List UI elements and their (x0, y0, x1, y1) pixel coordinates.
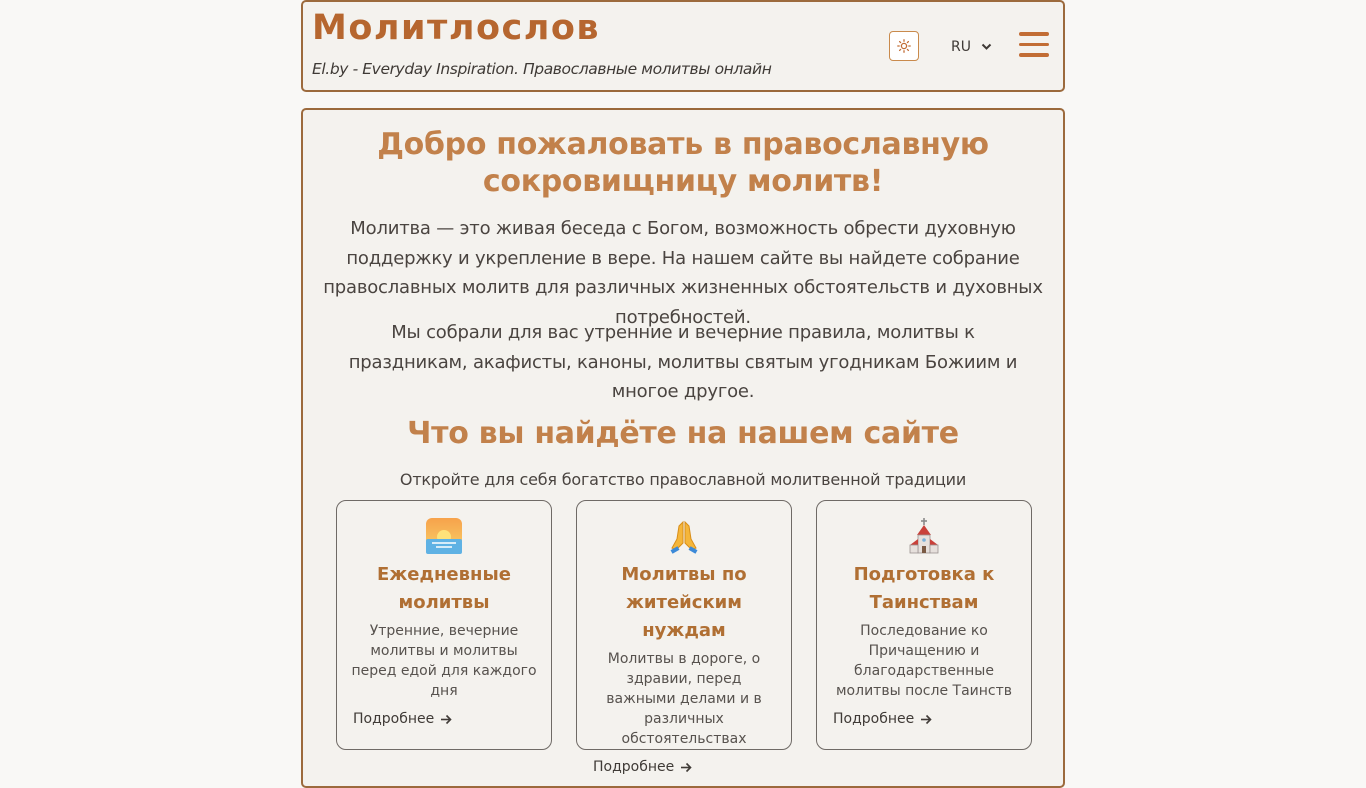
card-link-label: Подробнее (353, 711, 435, 727)
site-logo[interactable]: Молитлослов (312, 8, 601, 48)
language-value: RU (951, 39, 971, 55)
card-title: Подготовка к Таинствам (853, 564, 995, 613)
card-description: Утренние, вечерние молитвы и молитвы перед едой для каждого дня (351, 623, 537, 699)
site-tagline: El.by - Everyday Inspiration. Православные молитвы онлайн (312, 60, 772, 78)
sunrise-icon (337, 517, 551, 555)
chevron-down-icon (981, 43, 992, 51)
theme-toggle-button[interactable] (889, 31, 919, 61)
card-title: Ежедневные молитвы (377, 564, 511, 613)
card-title: Молитвы по житейским нуждам (621, 564, 747, 641)
praying-hands-icon (577, 517, 791, 555)
site-header (301, 0, 1065, 92)
menu-icon[interactable] (1019, 32, 1051, 60)
sun-icon (897, 39, 911, 53)
arrow-right-icon (440, 714, 452, 725)
main-content (301, 108, 1065, 788)
arrow-right-icon (680, 762, 692, 773)
feature-card-daily[interactable] (336, 500, 552, 750)
language-select[interactable] (951, 36, 992, 58)
card-description: Последование ко Причащению и благодарственные молитвы после Таинств (836, 623, 1012, 699)
card-link-label: Подробнее (833, 711, 915, 727)
card-more-link[interactable] (337, 711, 551, 727)
card-more-link[interactable] (577, 759, 791, 775)
welcome-title: Добро пожаловать в православную сокровищницу молитв! (377, 127, 989, 199)
church-icon (817, 517, 1031, 555)
intro-paragraph-2: Мы собрали для вас утренние и вечерние правила, молитвы к праздникам, акафисты, каноны, молитвы святым угодникам Божиим и многое другое. (348, 322, 1018, 402)
intro-paragraph: Молитва — это живая беседа с Богом, возможность обрести духовную поддержку и укрепление в вере. На нашем сайте вы найдете собрание православных молитв для различных жизненных обстоятельств и духовных потребностей. (323, 218, 1043, 328)
card-link-label: Подробнее (593, 759, 675, 775)
features-subtitle: Откройте для себя богатство православной молитвенной традиции (399, 470, 967, 489)
arrow-right-icon (920, 714, 932, 725)
feature-card-needs[interactable] (576, 500, 792, 775)
card-description: Молитвы в дороге, о здравии, перед важными делами и в различных обстоятельствах (606, 651, 762, 747)
features-title: Что вы найдёте на нашем сайте (407, 416, 959, 451)
card-more-link[interactable] (817, 711, 1031, 727)
feature-card-sacraments[interactable] (816, 500, 1032, 750)
